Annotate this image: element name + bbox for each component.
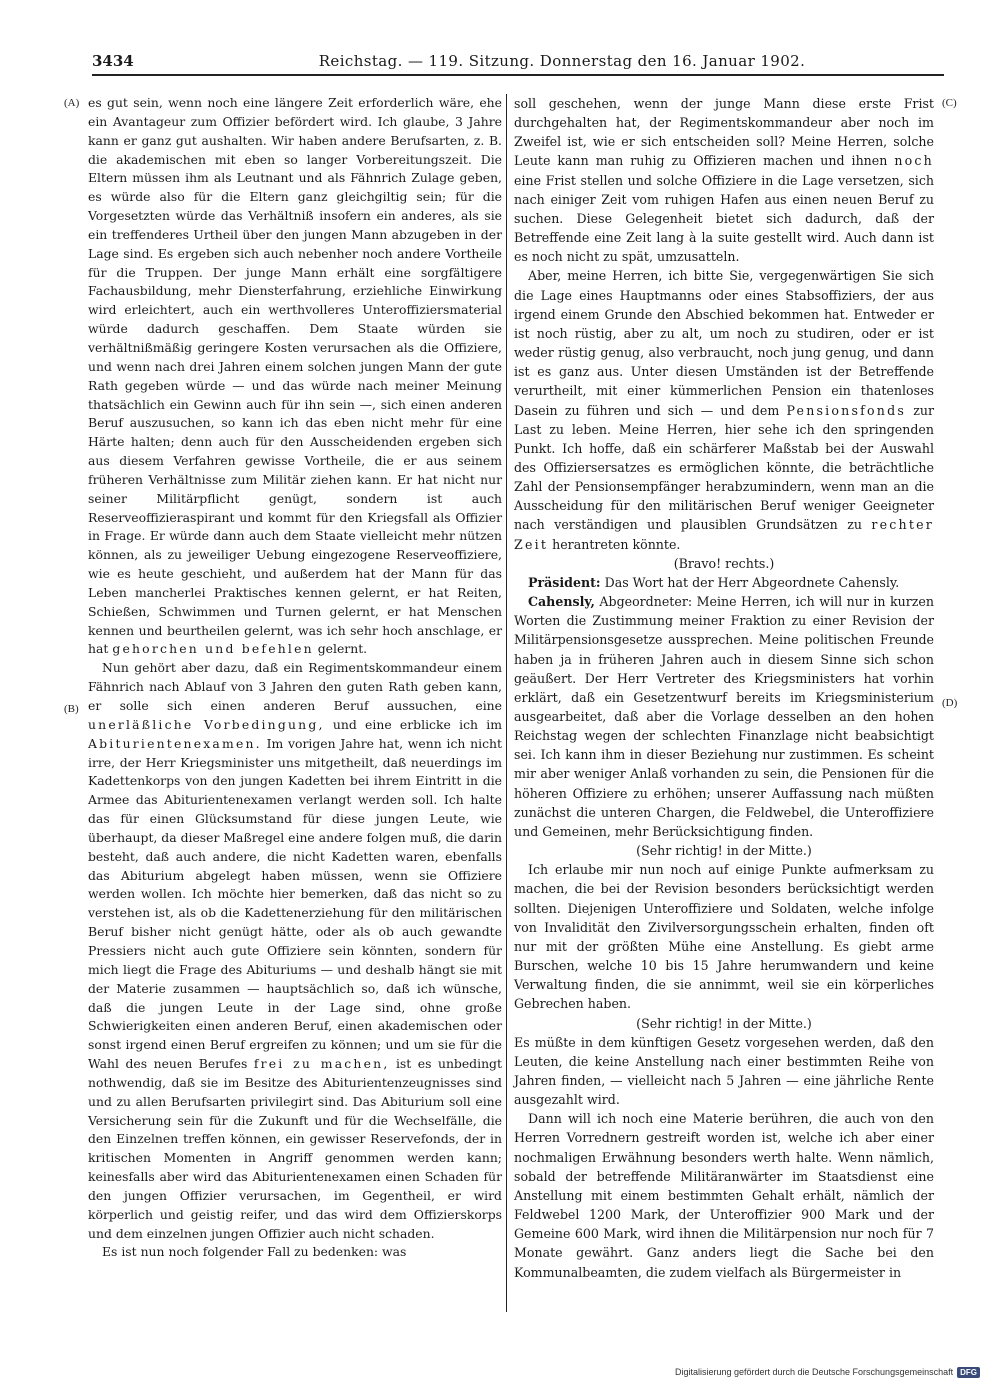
paragraph-text: herantreten könnte. — [552, 536, 681, 552]
stage-direction: (Sehr richtig! in der Mitte.) — [636, 843, 812, 859]
paragraph: Ich erlaube mir nun noch auf einige Punkte aufmerksam zu machen, die bei der Revision besonders berücksichtigt werden sollten. Diejenigen Unteroffiziere und Soldaten, welche infolge von Invalidität den Zivilversorgungsschein erhalten, finden oft nur mit der größten Mühe eine Anstellung. Es giebt arme Burschen, welche 10 bis 15 Jahre herumwandern und keine Verwaltung finden, die sie annimmt, weil sie ein körperliches Gebrechen haben. — [514, 862, 934, 1012]
paragraph — [514, 592, 934, 841]
emphasis-text: Pensionsfonds — [786, 402, 907, 418]
dfg-logo: DFG — [957, 1367, 980, 1378]
paragraph — [514, 266, 934, 553]
paragraph-text: soll geschehen, wenn der junge Mann diese erste Frist durchgehalten hat, der Regimentskommandeur aber noch im Zweifel ist, wie er sich entscheiden soll? Meine Herren, solche Leute kann man ruhig zu Offizieren machen und ihnen — [514, 96, 934, 169]
paragraph-text: ist es unbedingt nothwendig, daß sie im Besitze des Abiturientenzeugnisses sind und zu allen Berufsarten privilegirt sind. Das Abiturium soll eine Versicherung sein für die Zukunft und für die Wechselfälle, die den Einzelnen treffen können, ein gewisser Reservefonds, der in kritischen Momenten in Angriff genommen werden kann; keinesfalls aber wird das Abiturientenexamen einen Schaden für den jungen Offizier verursachen, im Gegentheil, er wird körperlich und geistig reifer, und das wird dem Offizierskorps und dem einzelnen jungen Offizier auch nicht schaden. — [88, 1056, 502, 1241]
paragraph-text: zur Last zu leben. Meine Herren, hier sehe ich den springenden Punkt. Ich hoffe, daß ein schärferer Maßstab bei der Auswahl des Offiziersersatzes es ermöglichen könnte, die beträchtliche Zahl der Pensionsempfänger herabzumindern, wenn man an die Ausscheidung für den militärischen Beruf weniger Geeigneter nach verständigen und plausiblen Grundsätzen zu — [514, 402, 934, 533]
margin-marker-b: (B) — [64, 703, 79, 715]
paragraph: Dann will ich noch eine Materie berühren, die auch von den Herren Vorrednern gestreift worden ist, welche ich aber einer nochmaligen Erwähnung besonders werth halte. Wenn nämlich, sobald der betreffende Militäranwärter im Staatsdienst eine Anstellung mit einem bestimmten Gehalt erhält, nämlich der Feldwebel 1200 Mark, der Unteroffizier 900 Mark und der Gemeine 600 Mark, wird ihnen die Militärpension nur noch für 7 Monate gewährt. Ganz anders liegt die Sache bei den Kommunalbeamten, die zudem vielfach als Bürgermeister in — [514, 1111, 934, 1280]
footer-credit — [675, 1364, 980, 1380]
paragraph — [88, 94, 502, 659]
margin-marker-a: (A) — [64, 97, 80, 109]
margin-marker-d: (D) — [942, 697, 958, 709]
emphasis-text: rechter Zeit — [514, 517, 934, 552]
paragraph-text: es gut sein, wenn noch eine längere Zeit erforderlich wäre, ehe ein Avantageur zum Offizier befördert wird. Ich glaube, 3 Jahre kann er ganz gut aushalten. Wir haben andere Berufsarten, z. B. die akademischen mit eben so langer Vorbereitungszeit. Die Eltern müssen ihm als Leutnant und als Fähnrich Zulage geben, es würde also für die Eltern ganz gleichgiltig sein; für die Vorgesetzten würde das Verhältniß insofern ein anderes, als sie ein treffenderes Urtheil über den jungen Mann abzugeben in der Lage sind. Es ergeben sich auch nebenher noch andere Vortheile für die Truppen. Der junge Mann erhält eine sorgfältigere Fachausbildung, mehr Diensterfahrung, erziehliche Einwirkung wird erleichtert, auch ein werthvolleres Unteroffiziersmaterial würde dadurch geschaffen. Dem Staate würden sie verhältnißmäßig geringere Kosten verursachen als die Offiziere, und wenn nach drei Jahren einem solchen jungen Mann der gute Rath gegeben würde — und das würde nach meiner Meinung thatsächlich ein Gewinn auch für ihn sein —, sich einen anderen Beruf auszusuchen, so kann ich das eben nicht mehr für eine Härte halten; denn auch für den Ausscheidenden ergeben sich aus diesem Verfahren gewisse Vortheile, die er aus seinem früheren Verhältnisse zum Militär ziehen kann. Er hat nicht nur seiner Militärpflicht genügt, sondern ist auch Reserveoffizieraspirant und kommt für den Kriegsfall als Offizier in Frage. Er würde dann auch dem Staate vielleicht mehr nützen können, als zu jeweiliger Uebung eingezogene Reserveoffiziere, wie es heute geschieht, und außerdem hat der Mann für das Leben mancherlei Praktisches kennen gelernt, er hat Reiten, Schießen, Schwimmen und Turnen gelernt, er hat Menschen kennen und beurtheilen gelernt, was ich sehr hoch anschlage, er hat — [88, 95, 502, 657]
paragraph — [514, 573, 934, 592]
stage-direction: (Bravo! rechts.) — [673, 555, 775, 571]
speaker-label: Präsident: — [528, 574, 601, 590]
paragraph-text: gelernt. — [317, 641, 368, 657]
margin-marker-c: (C) — [942, 97, 957, 109]
column-divider — [506, 94, 507, 1312]
page-number: 3434 — [92, 52, 134, 70]
speaker-role: Abgeordneter: — [599, 594, 693, 610]
running-title: Reichstag. — 119. Sitzung. Donnerstag den 16. Januar 1902. — [318, 52, 806, 70]
emphasis-text: noch — [894, 153, 934, 169]
paragraph-text: und eine erblicke ich im — [332, 716, 502, 732]
paragraph: Es ist nun noch folgender Fall zu bedenken: was — [102, 1244, 407, 1260]
footer-text: Digitalisierung gefördert durch die Deutsche Forschungsgemeinschaft — [674, 1367, 954, 1377]
speaker-label: Cahensly, — [528, 594, 595, 610]
emphasis-text: Abiturientenexamen. — [88, 735, 262, 751]
paragraph-text: Im vorigen Jahre hat, wenn ich nicht irre, der Herr Kriegsminister uns mitgetheilt, daß neuerdings im Kadettenkorps von den jungen Kadetten bei ihrem Eintritt in die Armee das Abiturientenexamen verlangt werden soll. Ich halte das für einen Glücksumstand für diese jungen Leute, wie überhaupt, da dieser Maßregel eine andere folgen muß, die darin besteht, daß auch andere, die nicht Kadetten waren, ebenfalls das Abiturium abgelegt haben müssen, wenn sie Offiziere werden wollen. Ich möchte hier bemerken, daß das nicht so zu verstehen ist, als ob die Kadettenerziehung für den militärischen Beruf bisher nicht genügt hätte, oder als ob auch gewandte Pressiers nicht auch gute Offiziere sein könnten, sondern für mich liegt die Frage des Abituriums — und deshalb hängt sie mit der Materie zusammen — hauptsächlich so, daß ich wünsche, daß die jungen Leute in der Lage sind, ohne große Schwierigkeiten einen anderen Beruf, einen akademischen oder sonst irgend einen Beruf ergreifen zu können; und um sie für die Wahl des neuen Berufes — [88, 735, 502, 1072]
page-header — [92, 50, 944, 72]
left-column — [88, 94, 502, 1262]
paragraph: Es müßte in dem künftigen Gesetz vorgesehen werden, daß den Leuten, die keine Anstellung nach einer bestimmten Reihe von Jahren finden, — vielleicht nach 5 Jahren — eine jährliche Rente ausgezahlt wird. — [514, 1034, 934, 1108]
paragraph-text: Nun gehört aber dazu, daß ein Regimentskommandeur einem Fähnrich nach Ablauf von 3 Jahren den guten Rath geben kann, er solle sich einen anderen Beruf aussuchen, eine — [88, 660, 502, 713]
stage-direction: (Sehr richtig! in der Mitte.) — [636, 1015, 812, 1031]
emphasis-text: frei zu machen, — [253, 1056, 390, 1072]
paragraph-text: Meine Herren, ich will nur in kurzen Worten die Zustimmung meiner Fraktion zu einer Revision der Militärpensionsgesetze aussprechen. Meine politischen Freunde haben ja in früheren Jahren auch in diesem Sinne sich schon geäußert. Der Herr Vertreter des Kriegsministers hat vorhin erklärt, daß ein Gesetzentwurf bereits im Kriegsministerium ausgearbeitet, daß aber die Vorlage desselben an den hohen Reichstag wegen der schlechten Finanzlage nicht beabsichtigt sei. Ich kann ihm in dieser Beziehung nur zustimmen. Es scheint mir aber weniger Anlaß vorhanden zu sein, die Pensionen für die höheren Offiziere zu erhöhen; unserer Auffassung nach müßten zunächst die unteren Chargen, die Feldwebel, die Unteroffiziere und Gemeinen, mehr Berücksichtigung finden. — [514, 594, 934, 839]
emphasis-text: unerläßliche Vorbedingung, — [88, 716, 325, 732]
paragraph-text: Aber, meine Herren, ich bitte Sie, vergegenwärtigen Sie sich die Lage eines Hauptmanns oder eines Stabsoffiziers, der aus irgend einem Grunde den Abschied bekommen hat. Entweder er ist noch rüstig, aber zu alt, um noch zu studiren, oder er ist weder rüstig genug, also verbraucht, noch jung genug, und dann ist es ganz aus. Unter diesen Umständen ist der Betreffende verurtheilt, mit einer kümmerlichen Pension ein thatenloses Dasein zu führen und sich — und dem — [514, 268, 934, 418]
paragraph-text: Das Wort hat der Herr Abgeordnete Cahensly. — [604, 574, 900, 590]
header-rule — [92, 74, 944, 76]
paragraph — [88, 659, 502, 1243]
paragraph-text: eine Frist stellen und solche Offiziere in die Lage versetzen, sich nach einiger Zeit vom ruhigen Hafen aus einen neuen Beruf zu suchen. Diese Gelegenheit bietet sich dadurch, daß der Betreffende eine Zeit lang à la suite gestellt wird. Auch dann ist es noch nicht zu spät, umzusatteln. — [514, 172, 934, 265]
paragraph — [514, 94, 934, 266]
emphasis-text: gehorchen und befehlen — [112, 641, 314, 657]
right-column — [514, 94, 934, 1282]
